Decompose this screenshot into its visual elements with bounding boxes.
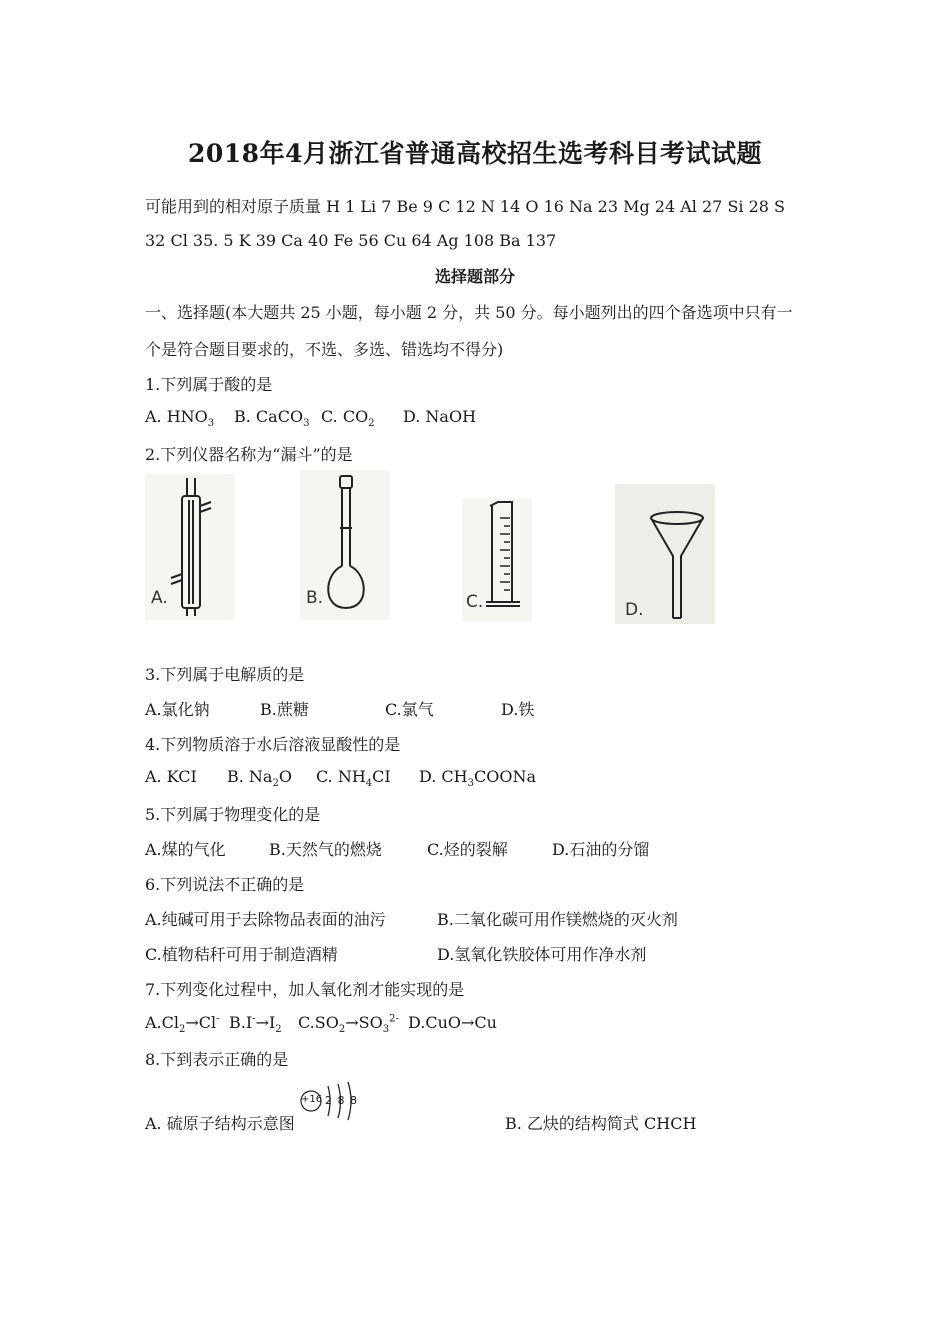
q7-option-d: D.CuO→Cu [408, 1013, 497, 1032]
q6-option-c: C.植物秸秆可用于制造酒精 [145, 945, 338, 964]
q7-option-c: $C.SO_2\to SO_3^{2-}$ [298, 1013, 399, 1036]
instructions-line-1: 一、选择题(本大题共 25 小题，每小题 2 分，共 50 分。每小题列出的四个备选项中只有一 [145, 303, 793, 322]
q5-option-b: B.天然气的燃烧 [269, 840, 382, 859]
funnel-figure [615, 484, 715, 624]
q6-option-b: B.二氧化碳可用作镁燃烧的灭火剂 [437, 910, 678, 929]
q7-stem: 7.下列变化过程中，加人氧化剂才能实现的是 [145, 980, 465, 999]
condenser-figure [145, 474, 235, 620]
q6-option-d: D.氢氧化铁胶体可用作净水剂 [437, 945, 647, 964]
q4-option-a: A. KCI [145, 767, 197, 786]
q7-option-b: $B.I^-\to I_2$ [229, 1013, 282, 1036]
q6-option-a: A.纯碱可用于去除物品表面的油污 [145, 910, 386, 929]
q3-option-c: C.氯气 [385, 700, 434, 719]
electron-shells: 2 8 8 [325, 1094, 358, 1107]
q5-option-a: A.煤的气化 [145, 840, 226, 859]
q3-option-d: D.铁 [501, 700, 535, 719]
sulfur-atom-diagram [298, 1080, 364, 1124]
q5-option-d: D.石油的分馏 [552, 840, 650, 859]
q4-option-b: B. $Na_2O$ [227, 767, 292, 790]
page-title: 2018年4月浙江省普通高校招生选考科目考试试题 [188, 139, 762, 168]
q1-option-b: B. CaCO$_3$ [234, 407, 310, 430]
q2-label-c: C. [466, 592, 484, 612]
q2-stem: 2.下列仪器名称为“漏斗”的是 [145, 445, 353, 464]
q4-stem: 4.下列物质溶于水后溶液显酸性的是 [145, 735, 401, 754]
q3-option-a: A.氯化钠 [145, 700, 210, 719]
q4-option-c: C. $NH_4CI$ [316, 767, 391, 790]
q7-option-a: $A.Cl_2\to Cl^-$ [145, 1013, 220, 1036]
graduated-cylinder-figure [462, 498, 532, 622]
q8-option-a: A. 硫原子结构示意图 [145, 1114, 295, 1133]
q2-label-d: D. [625, 600, 644, 620]
q1-stem: 1.下列属于酸的是 [145, 375, 273, 394]
q6-stem: 6.下列说法不正确的是 [145, 875, 305, 894]
atomic-mass-line-2: 32 Cl 35. 5 K 39 Ca 40 Fe 56 Cu 64 Ag 108 Ba 137 [145, 231, 557, 250]
q3-stem: 3.下列属于电解质的是 [145, 665, 305, 684]
volumetric-flask-figure [300, 470, 390, 620]
q1-option-a: A. $HNO_3$ [145, 407, 215, 430]
atomic-mass-line-1: 可能用到的相对原子质量 H 1 Li 7 Be 9 C 12 N 14 O 16 Na 23 Mg 24 Al 27 Si 28 S [145, 197, 786, 216]
q1-option-d: D. NaOH [403, 407, 477, 426]
q3-option-b: B.蔗糖 [260, 700, 309, 719]
q2-label-a: A. [151, 588, 168, 608]
q4-option-d: D. $CH_3COONa$ [419, 767, 537, 790]
q8-option-b: B. 乙炔的结构简式 CHCH [505, 1114, 697, 1133]
instructions-line-2: 个是符合题目要求的，不选、多选、错选均不得分) [145, 340, 504, 359]
q1-option-c: C. $CO_2$ [321, 407, 375, 430]
section-title: 选择题部分 [434, 267, 515, 286]
nucleus-charge: +16 [301, 1094, 323, 1105]
q2-label-b: B. [306, 588, 324, 608]
q5-stem: 5.下列属于物理变化的是 [145, 805, 321, 824]
q5-option-c: C.烃的裂解 [427, 840, 508, 859]
q8-stem: 8.下到表示正确的是 [145, 1050, 289, 1069]
